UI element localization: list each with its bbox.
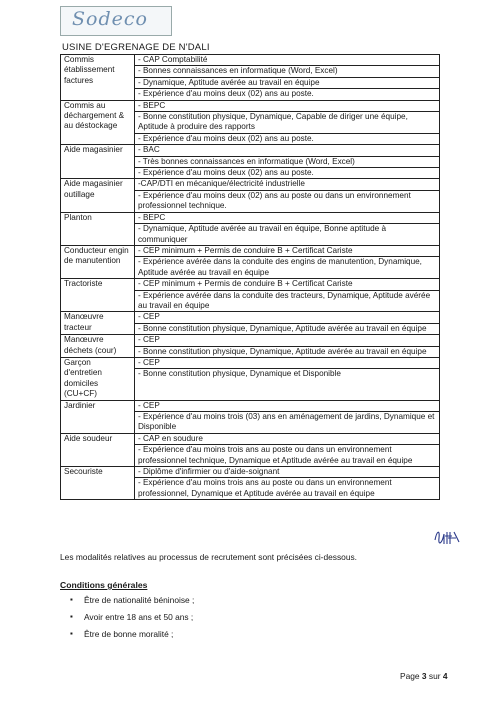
job-title-cell: Manœuvre tracteur <box>61 312 135 335</box>
job-requirements-cell <box>134 100 439 145</box>
job-requirements-cell <box>134 335 439 358</box>
page-label: Page <box>400 671 420 681</box>
job-title-cell: Commis établissement factures <box>61 55 135 101</box>
job-title-cell: Secouriste <box>61 467 135 500</box>
job-title-cell: Manœuvre déchets (cour) <box>61 335 135 358</box>
table-row <box>61 245 440 278</box>
requirement-line: - Expérience d'au moins trois (03) ans en aménagement de jardins, Dynamique et Disponible <box>137 412 435 432</box>
logo-text: Sodeco <box>72 8 148 30</box>
requirement-line: - Expérience avérée dans la conduite des engins de manutention, Dynamique, Aptitude avérée au travail en équipe <box>137 257 422 277</box>
requirement-line: - Très bonnes connaissances en informatique (Word, Excel) <box>135 157 439 168</box>
page-of-label: sur <box>428 671 441 681</box>
job-requirements-cell <box>134 145 439 179</box>
requirement-line: - CEP minimum + Permis de conduire B + Certificat Cariste <box>135 279 439 290</box>
job-requirements-cell <box>134 357 439 400</box>
table-row <box>61 212 440 245</box>
job-requirements-cell <box>134 467 439 500</box>
job-title-cell: Aide soudeur <box>61 433 135 466</box>
requirement-line: -CAP/DTI en mécanique/électricité industrielle <box>135 179 439 190</box>
job-requirements-table <box>60 54 440 500</box>
table-row <box>61 179 440 212</box>
job-title-cell: Tractoriste <box>61 279 135 312</box>
requirement-line: - CEP minimum + Permis de conduire B + Certificat Cariste <box>135 246 439 257</box>
job-requirements-cell <box>134 400 439 433</box>
requirement-line: - Bonnes connaissances en informatique (Word, Excel) <box>135 66 439 77</box>
table-row <box>61 357 440 400</box>
requirement-line: - Bonne constitution physique, Dynamique, Aptitude avérée au travail en équipe <box>137 346 427 356</box>
table-row <box>61 279 440 312</box>
page-total: 4 <box>442 671 448 681</box>
job-requirements-cell <box>134 212 439 245</box>
page-current: 3 <box>421 671 427 681</box>
job-requirements-cell <box>134 433 439 466</box>
job-title-cell: Aide magasinier outillage <box>61 179 135 212</box>
condition-item: ▪ Avoir entre 18 ans et 50 ans ; <box>70 612 194 622</box>
table-row <box>61 100 440 145</box>
job-title-cell: Garçon d'entretien domiciles (CU+CF) <box>61 357 135 400</box>
requirement-line: - Expérience d'au moins trois ans au poste ou dans un environnement professionnel technique, Dynamique et Aptitude avérée au travail en équipe <box>137 445 413 465</box>
requirement-line: - Diplôme d'infirmier ou d'aide-soignant <box>135 467 439 478</box>
recruitment-note: Les modalités relatives au processus de recrutement sont précisées ci-dessous. <box>60 552 357 562</box>
requirement-line: - Bonne constitution physique, Dynamique et Disponible <box>137 369 341 379</box>
table-row <box>61 467 440 500</box>
job-title-cell: Commis au déchargement & au déstockage <box>61 100 135 145</box>
job-title-cell: Planton <box>61 212 135 245</box>
requirement-line: - CEP <box>135 312 439 323</box>
requirement-line: - Bonne constitution physique, Dynamique, Aptitude avérée au travail en équipe <box>137 323 427 333</box>
requirement-line: - CAP en soudure <box>135 434 439 445</box>
requirement-line: - BEPC <box>135 213 439 224</box>
conditions-title: Conditions générales <box>60 580 148 590</box>
table-row <box>61 335 440 358</box>
table-row <box>61 400 440 433</box>
job-title-cell: Aide magasinier <box>61 145 135 179</box>
table-row <box>61 145 440 179</box>
table-row <box>61 433 440 466</box>
condition-item: ▪ Être de nationalité béninoise ; <box>70 595 194 605</box>
job-title-cell: Jardinier <box>61 400 135 433</box>
job-requirements-cell <box>134 55 439 101</box>
table-row <box>61 312 440 335</box>
job-requirements-cell <box>134 279 439 312</box>
requirement-line: - Expérience d'au moins deux (02) ans au poste. <box>137 89 314 99</box>
handwritten-initials <box>432 526 462 546</box>
condition-item: ▪ Être de bonne moralité ; <box>70 629 194 639</box>
requirement-line: - CEP <box>135 335 439 346</box>
job-title-cell: Conducteur engin de manutention <box>61 245 135 278</box>
job-requirements-cell <box>134 312 439 335</box>
requirement-line: - CEP <box>135 358 439 369</box>
requirement-line: - Expérience d'au moins deux (02) ans au poste ou dans un environnement professionnel technique. <box>137 190 411 211</box>
requirement-line: - Dynamique, Aptitude avérée au travail en équipe <box>135 78 439 89</box>
requirement-line: - BAC <box>135 145 439 156</box>
job-requirements-cell <box>134 179 439 212</box>
requirement-line: - Expérience d'au moins trois ans au poste ou dans un environnement professionnel, Dynamique et Aptitude avérée au travail en équipe <box>137 478 392 498</box>
company-logo <box>60 6 170 36</box>
requirement-line: - Dynamique, Aptitude avérée au travail en équipe, Bonne aptitude à communiquer <box>137 224 387 244</box>
job-requirements-cell <box>134 245 439 278</box>
requirement-line: - Expérience d'au moins deux (02) ans au poste. <box>137 168 314 178</box>
requirement-line: - CEP <box>135 401 439 412</box>
requirement-line: - Expérience avérée dans la conduite des tracteurs, Dynamique, Aptitude avérée au travail en équipe <box>137 290 431 310</box>
requirement-line: - CAP Comptabilité <box>135 55 439 66</box>
requirement-line: - BEPC <box>135 101 439 112</box>
table-row <box>61 55 440 101</box>
job-requirements-body <box>61 55 440 500</box>
page-number <box>400 671 448 681</box>
document-header-title: USINE D'EGRENAGE DE N'DALI <box>62 42 210 53</box>
requirement-line: - Bonne constitution physique, Dynamique, Capable de diriger une équipe, Aptitude à produire des rapports <box>135 112 439 134</box>
requirement-line: - Expérience d'au moins deux (02) ans au poste. <box>137 133 314 143</box>
conditions-list <box>70 595 194 646</box>
